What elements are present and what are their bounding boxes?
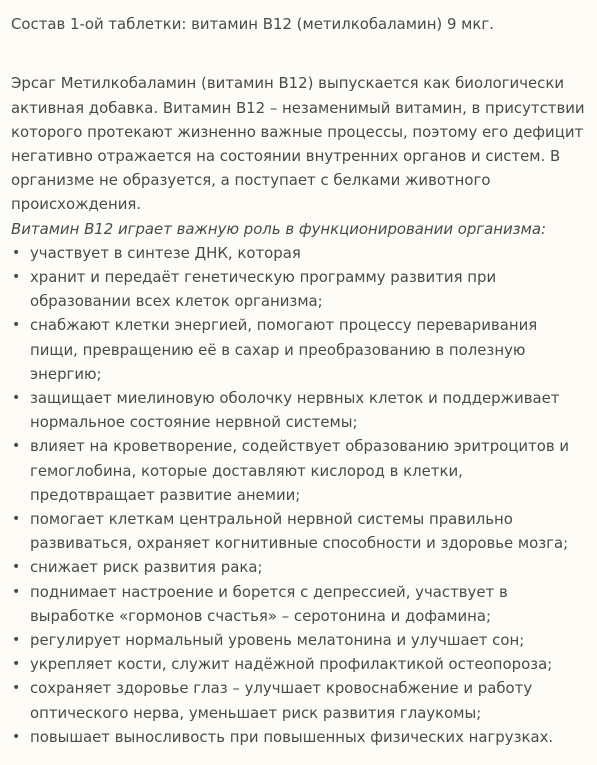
bullet-icon: • [12, 583, 21, 600]
bullet-icon: • [12, 438, 21, 455]
list-item [11, 241, 589, 265]
list-item [11, 676, 589, 724]
list-item-text: повышает выносливость при повышенных физических нагрузках. [30, 727, 554, 746]
bullet-icon: • [12, 680, 21, 697]
list-item [11, 725, 589, 749]
list-item [11, 386, 589, 434]
bullet-icon: • [12, 317, 21, 334]
composition-text: Состав 1-ой таблетки: витамин В12 (метилкобаламин) 9 мкг. [11, 15, 494, 33]
list-item-text: защищает миелиновую оболочку нервных клеток и поддерживает нормальное состояние нервной системы; [30, 388, 560, 432]
list-item-text: поднимает настроение и борется с депрессией, участвует в выработке «гормонов счастья» – серотонина и дофамина; [30, 582, 508, 625]
benefits-list [11, 241, 589, 749]
list-item-text: хранит и передаёт генетическую программу развития при образовании всех клеток организма; [30, 267, 497, 311]
list-item-text: участвует в синтезе ДНК, которая [30, 243, 301, 262]
list-item [11, 313, 589, 386]
bullet-icon: • [12, 244, 21, 261]
bullet-icon: • [12, 389, 21, 406]
bullet-icon: • [12, 656, 21, 673]
benefits-heading: Витамин B12 играет важную роль в функционировании организма: [11, 219, 546, 238]
bullet-icon: • [12, 631, 21, 648]
list-item-text: снабжают клетки энергией, помогают процессу переваривания пищи, превращению её в сахар и преобразованию в полезную энергию; [30, 316, 538, 383]
list-item [11, 434, 589, 507]
list-item [11, 652, 589, 676]
bullet-icon: • [12, 510, 21, 527]
intro-paragraph: Эрсаг Метилкобаламин (витамин B12) выпускается как биологически активная добавка. Витамин B12 – незаменимый витамин, в присутствии которого протекают жизненно важные процессы, поэтому его дефицит негативно отражается на состоянии внутренних органов и систем. В организме не образуется, а поступает с белками животного происхождения. [11, 74, 585, 214]
list-item-text: регулирует нормальный уровень мелатонина и улучшает сон; [30, 630, 525, 649]
list-item [11, 555, 589, 579]
list-item [11, 265, 589, 313]
list-item-text: снижает риск развития рака; [30, 558, 263, 577]
list-item-text: сохраняет здоровье глаз – улучшает кровоснабжение и работу оптического нерва, уменьшает риск развития глаукомы; [30, 679, 533, 722]
list-item [11, 580, 589, 628]
list-item-text: влияет на кроветворение, содействует образованию эритроцитов и гемоглобина, которые доставляют кислород в клетки, предотвращает развитие анемии; [30, 437, 570, 504]
list-item [11, 628, 589, 652]
bullet-icon: • [12, 728, 21, 745]
list-item-text: помогает клеткам центральной нервной системы правильно развиваться, охраняет когнитивные способности и здоровье мозга; [30, 509, 569, 553]
bullet-icon: • [12, 268, 21, 285]
bullet-icon: • [12, 559, 21, 576]
list-item [11, 507, 589, 555]
list-item-text: укрепляет кости, служит надёжной профилактикой остеопороза; [30, 655, 553, 674]
